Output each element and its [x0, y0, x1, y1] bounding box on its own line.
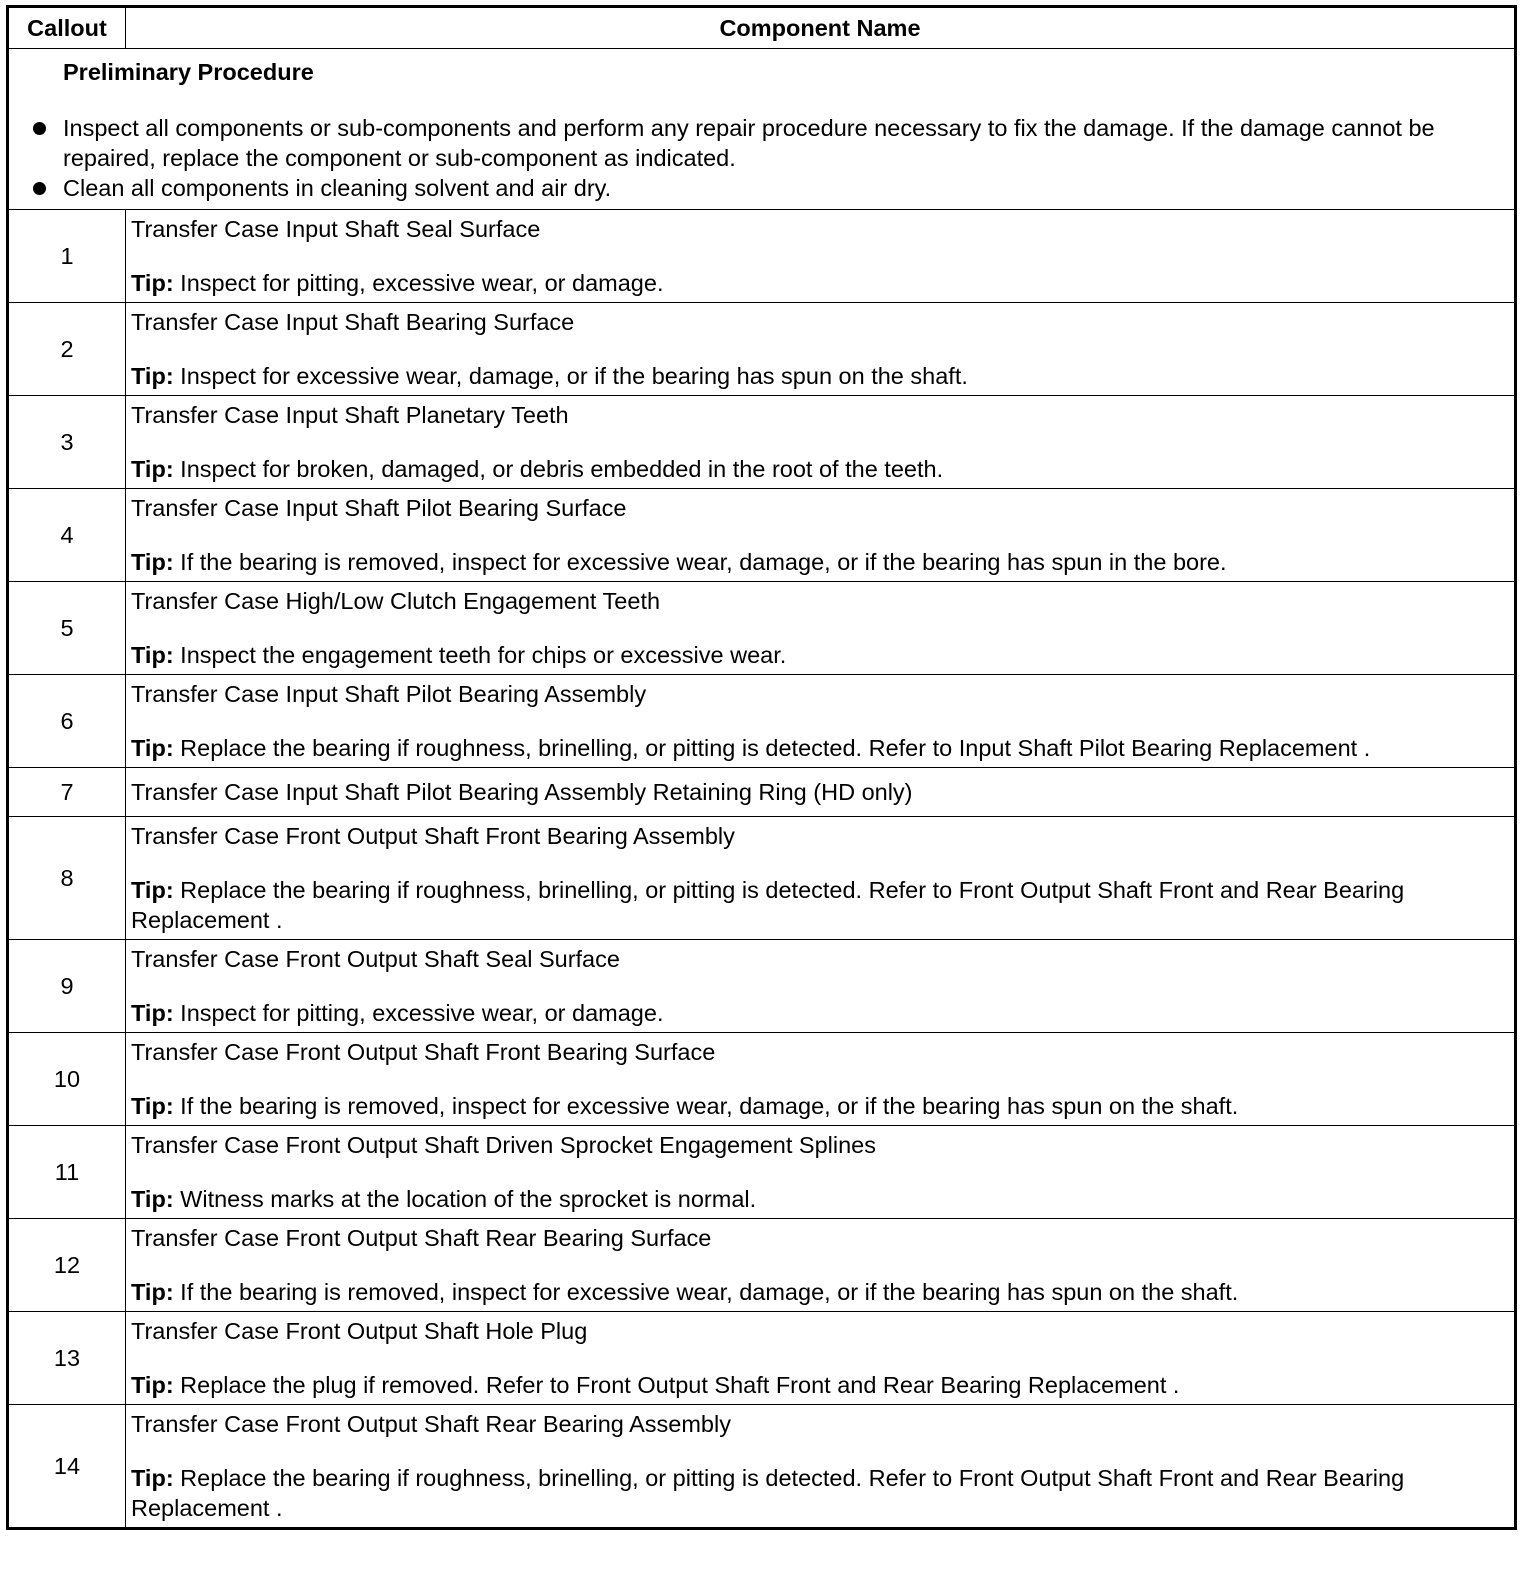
- component-cell: [126, 1126, 1516, 1219]
- preliminary-procedure-cell: [8, 49, 1516, 210]
- tip-label: Tip:: [131, 1372, 174, 1398]
- component-cell: [126, 1312, 1516, 1405]
- tip-body: Inspect for pitting, excessive wear, or damage.: [180, 1000, 664, 1026]
- callout-cell: 12: [8, 1219, 126, 1312]
- tip-label: Tip:: [131, 1093, 174, 1119]
- component-name: Transfer Case Input Shaft Seal Surface: [131, 216, 541, 242]
- table-row: [8, 940, 1516, 1033]
- preliminary-procedure-row: [8, 49, 1516, 210]
- tip-body: Inspect for pitting, excessive wear, or damage.: [180, 270, 664, 296]
- callout-cell: 9: [8, 940, 126, 1033]
- component-name: Transfer Case Front Output Shaft Front Bearing Surface: [131, 1039, 716, 1065]
- component-cell: [126, 768, 1516, 817]
- tip-text: [131, 268, 1506, 298]
- tip-body: Inspect the engagement teeth for chips or excessive wear.: [180, 642, 787, 668]
- component-cell: [126, 303, 1516, 396]
- table-row: [8, 1312, 1516, 1405]
- component-cell: [126, 582, 1516, 675]
- tip-body: If the bearing is removed, inspect for excessive wear, damage, or if the bearing has spun in the bore.: [180, 549, 1227, 575]
- callout-cell: 5: [8, 582, 126, 675]
- tip-text: [131, 640, 1506, 670]
- tip-body: Replace the plug if removed. Refer to Front Output Shaft Front and Rear Bearing Replacement .: [180, 1372, 1180, 1398]
- preliminary-procedure-title: Preliminary Procedure: [63, 59, 314, 85]
- tip-text: [131, 1091, 1506, 1121]
- tip-label: Tip:: [131, 642, 174, 668]
- tip-body: If the bearing is removed, inspect for excessive wear, damage, or if the bearing has spun on the shaft.: [180, 1279, 1239, 1305]
- callout-cell: 6: [8, 675, 126, 768]
- tip-text: [131, 998, 1506, 1028]
- component-cell: [126, 1405, 1516, 1529]
- table-row: [8, 817, 1516, 940]
- callout-cell: 13: [8, 1312, 126, 1405]
- component-name: Transfer Case High/Low Clutch Engagement Teeth: [131, 588, 661, 614]
- component-cell: [126, 940, 1516, 1033]
- tip-label: Tip:: [131, 877, 174, 903]
- component-cell: [126, 489, 1516, 582]
- component-cell: [126, 817, 1516, 940]
- tip-label: Tip:: [131, 549, 174, 575]
- component-cell: [126, 1033, 1516, 1126]
- tip-body: Replace the bearing if roughness, brinelling, or pitting is detected. Refer to Front Output Shaft Front and Rear Bearing Replacement .: [131, 1465, 1405, 1521]
- bullet-item: [29, 113, 1506, 173]
- callout-cell: 10: [8, 1033, 126, 1126]
- callout-cell: 3: [8, 396, 126, 489]
- tip-text: [131, 454, 1506, 484]
- component-cell: [126, 1219, 1516, 1312]
- table-row: [8, 582, 1516, 675]
- callout-cell: 1: [8, 210, 126, 303]
- table-row: [8, 675, 1516, 768]
- callout-cell: 14: [8, 1405, 126, 1529]
- bullet-icon: [33, 182, 46, 195]
- table-row: [8, 489, 1516, 582]
- tip-body: If the bearing is removed, inspect for excessive wear, damage, or if the bearing has spun on the shaft.: [180, 1093, 1239, 1119]
- component-name: Transfer Case Front Output Shaft Front Bearing Assembly: [131, 823, 735, 849]
- tip-label: Tip:: [131, 270, 174, 296]
- bullet-item: [29, 173, 1506, 203]
- table-row: [8, 768, 1516, 817]
- table-row: [8, 1219, 1516, 1312]
- tip-label: Tip:: [131, 1279, 174, 1305]
- component-name: Transfer Case Front Output Shaft Seal Surface: [131, 946, 620, 972]
- tip-text: [131, 1370, 1506, 1400]
- table-row: [8, 1033, 1516, 1126]
- tip-body: Replace the bearing if roughness, brinelling, or pitting is detected. Refer to Front Output Shaft Front and Rear Bearing Replacement .: [131, 877, 1405, 933]
- component-cell: [126, 675, 1516, 768]
- component-name: Transfer Case Front Output Shaft Rear Bearing Assembly: [131, 1411, 731, 1437]
- tip-body: Inspect for broken, damaged, or debris embedded in the root of the teeth.: [180, 456, 944, 482]
- tip-text: [131, 1463, 1506, 1523]
- tip-label: Tip:: [131, 735, 174, 761]
- tip-text: [131, 733, 1506, 763]
- tip-label: Tip:: [131, 456, 174, 482]
- component-cell: [126, 210, 1516, 303]
- component-name: Transfer Case Front Output Shaft Rear Bearing Surface: [131, 1225, 712, 1251]
- table-row: [8, 210, 1516, 303]
- tip-label: Tip:: [131, 363, 174, 389]
- tip-text: [131, 1277, 1506, 1307]
- callout-cell: 2: [8, 303, 126, 396]
- table-row: [8, 1126, 1516, 1219]
- tip-text: [131, 1184, 1506, 1214]
- component-name-column-header: Component Name: [126, 7, 1516, 49]
- preliminary-bullet-list: [29, 113, 1506, 203]
- tip-label: Tip:: [131, 1186, 174, 1212]
- tip-label: Tip:: [131, 1000, 174, 1026]
- component-name: Transfer Case Front Output Shaft Driven Sprocket Engagement Splines: [131, 1132, 876, 1158]
- callout-cell: 8: [8, 817, 126, 940]
- tip-label: Tip:: [131, 1465, 174, 1491]
- bullet-text: Clean all components in cleaning solvent and air dry.: [63, 175, 612, 201]
- bullet-text: Inspect all components or sub-components and perform any repair procedure necessary to fix the damage. If the damage cannot be repaired, replace the component or sub-component as indicated.: [63, 115, 1435, 171]
- callout-cell: 7: [8, 768, 126, 817]
- component-name: Transfer Case Input Shaft Bearing Surface: [131, 309, 575, 335]
- tip-body: Replace the bearing if roughness, brinelling, or pitting is detected. Refer to Input Shaft Pilot Bearing Replacement .: [180, 735, 1371, 761]
- tip-body: Witness marks at the location of the sprocket is normal.: [180, 1186, 757, 1212]
- table-row: [8, 303, 1516, 396]
- component-name: Transfer Case Input Shaft Pilot Bearing Assembly: [131, 681, 647, 707]
- component-name: Transfer Case Input Shaft Planetary Teeth: [131, 402, 569, 428]
- document-page: [6, 5, 1514, 1530]
- component-name: Transfer Case Front Output Shaft Hole Plug: [131, 1318, 588, 1344]
- tip-text: [131, 547, 1506, 577]
- bullet-icon: [33, 122, 46, 135]
- components-table: [6, 5, 1517, 1530]
- tip-text: [131, 875, 1506, 935]
- callout-cell: 4: [8, 489, 126, 582]
- table-row: [8, 1405, 1516, 1529]
- tip-body: Inspect for excessive wear, damage, or if the bearing has spun on the shaft.: [180, 363, 968, 389]
- table-body: [8, 49, 1516, 1529]
- component-name: Transfer Case Input Shaft Pilot Bearing Surface: [131, 495, 627, 521]
- table-row: [8, 396, 1516, 489]
- component-name: Transfer Case Input Shaft Pilot Bearing Assembly Retaining Ring (HD only): [131, 779, 913, 805]
- tip-text: [131, 361, 1506, 391]
- callout-cell: 11: [8, 1126, 126, 1219]
- table-header-row: [8, 7, 1516, 49]
- callout-column-header: Callout: [8, 7, 126, 49]
- component-cell: [126, 396, 1516, 489]
